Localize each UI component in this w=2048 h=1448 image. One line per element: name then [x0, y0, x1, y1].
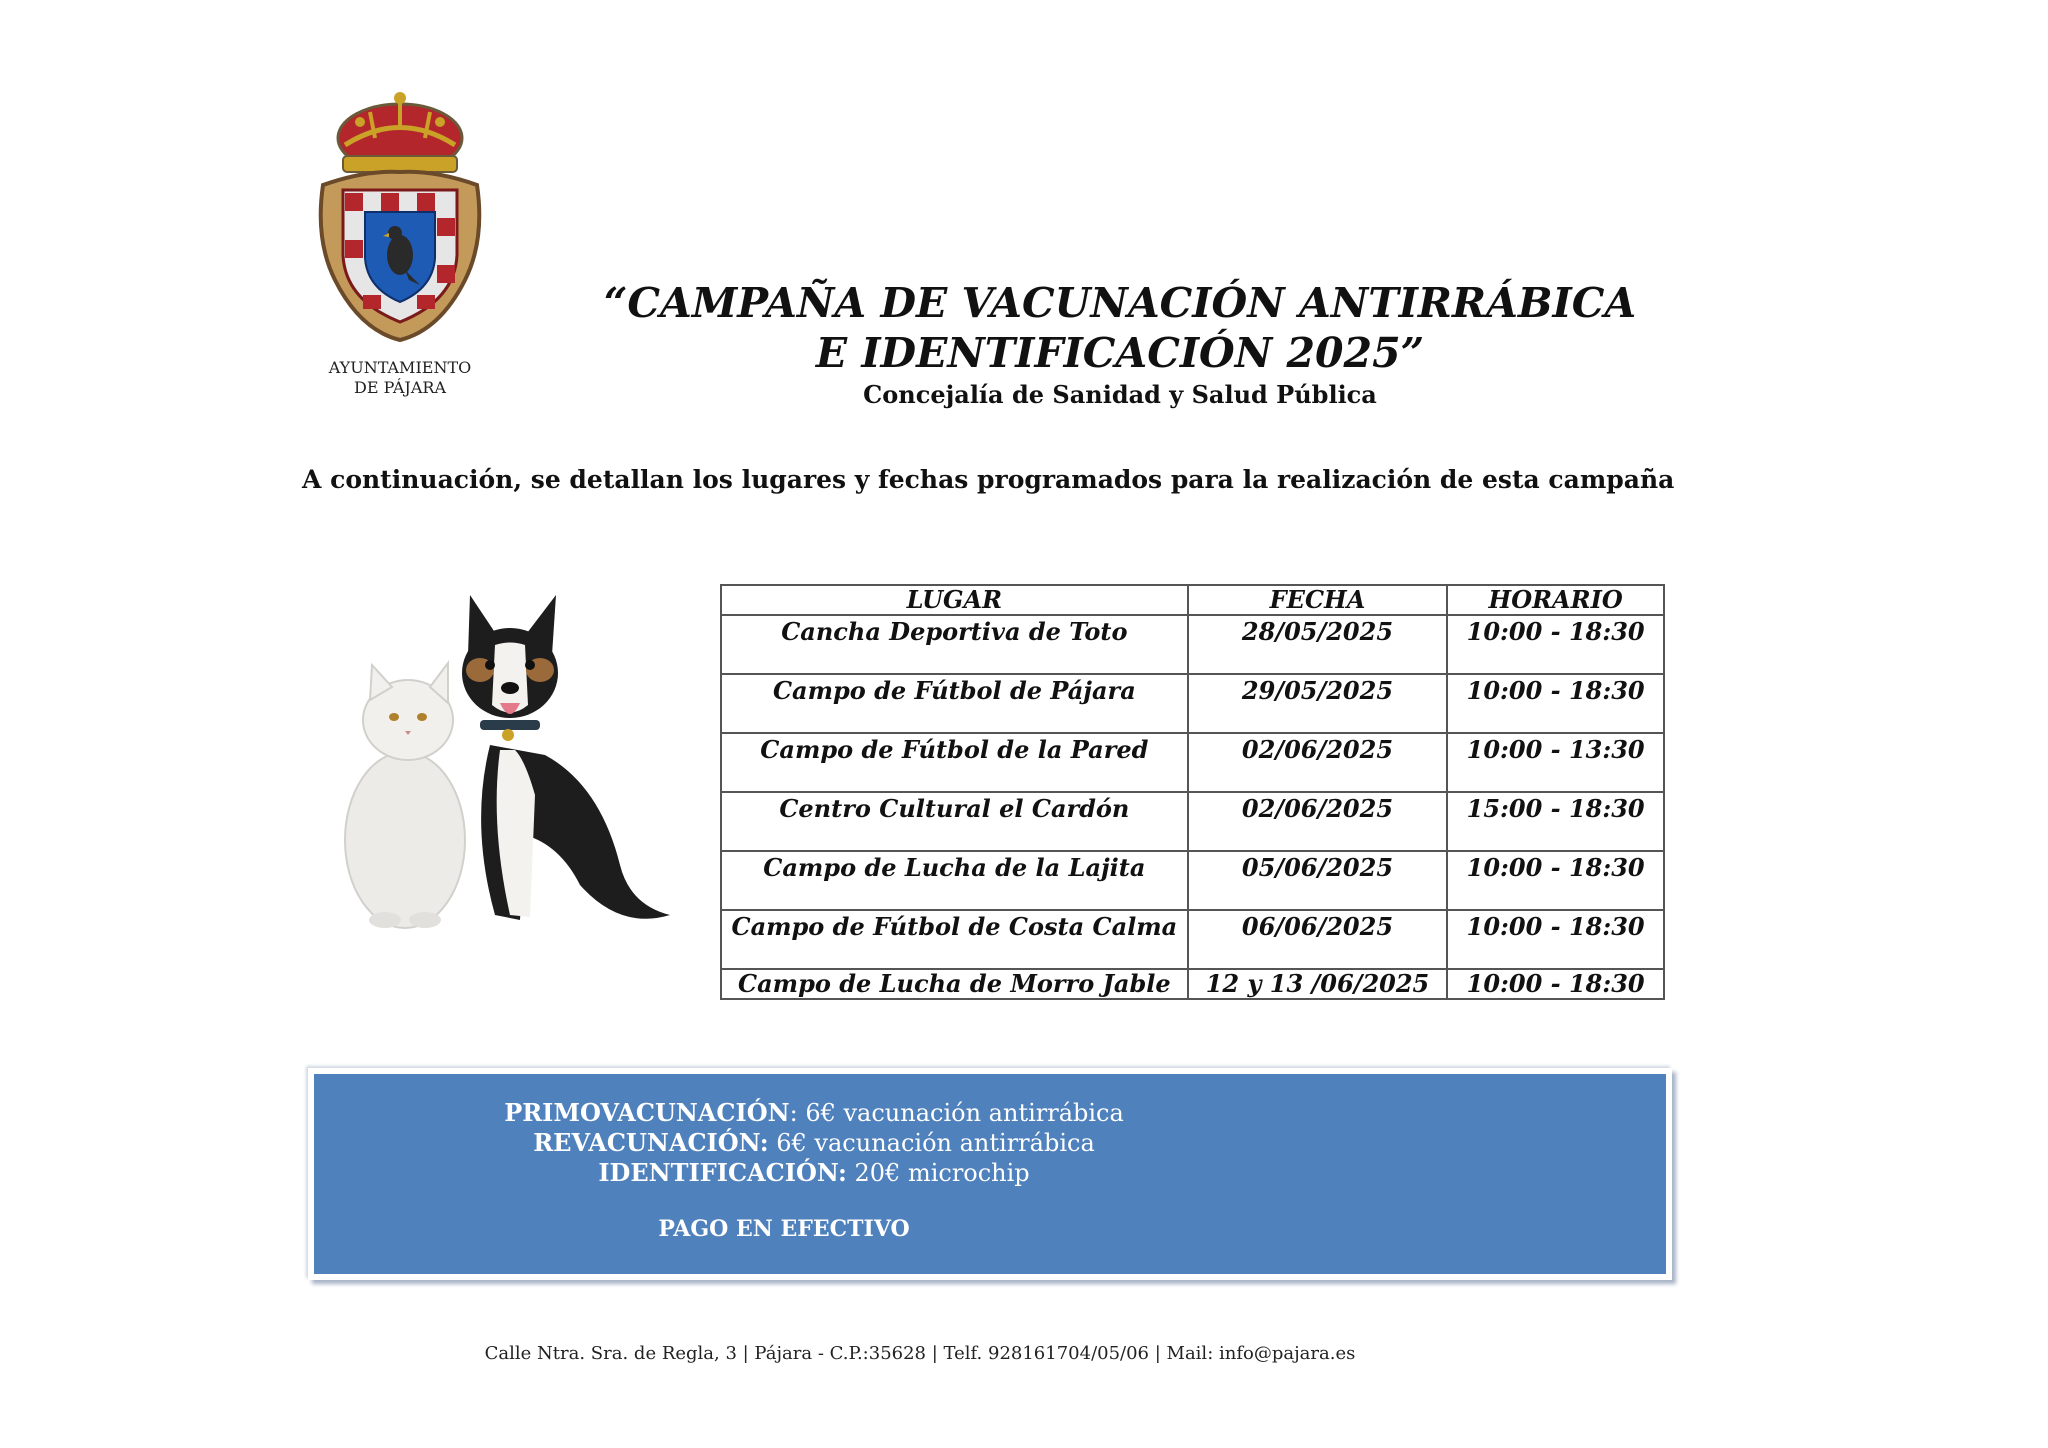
document-title: [540, 278, 1700, 378]
schedule-table: [720, 584, 1665, 1000]
coat-of-arms-icon: [305, 90, 495, 355]
cat-icon: [345, 663, 465, 928]
price-box: [308, 1068, 1672, 1280]
cell-lugar: Centro Cultural el Cardón: [721, 792, 1188, 851]
price-item-primovacunacion: [314, 1098, 1314, 1128]
column-header-fecha: FECHA: [1188, 585, 1448, 615]
cell-horario: 10:00 - 18:30: [1447, 851, 1664, 910]
price-value: 20€ microchip: [854, 1159, 1030, 1187]
cell-fecha: 28/05/2025: [1188, 615, 1448, 674]
cell-fecha: 02/06/2025: [1188, 733, 1448, 792]
table-row: [721, 851, 1664, 910]
price-value: 6€ vacunación antirrábica: [805, 1099, 1124, 1127]
cell-horario: 10:00 - 18:30: [1447, 910, 1664, 969]
price-label: REVACUNACIÓN:: [533, 1128, 769, 1157]
cell-lugar: Campo de Fútbol de Costa Calma: [721, 910, 1188, 969]
municipal-logo: [300, 90, 510, 400]
column-header-horario: HORARIO: [1447, 585, 1664, 615]
price-item-revacunacion: [314, 1128, 1314, 1158]
logo-caption-line2: DE PÁJARA: [353, 378, 446, 397]
cell-fecha: 12 y 13 /06/2025: [1188, 969, 1448, 999]
cell-horario: 10:00 - 18:30: [1447, 615, 1664, 674]
table-row: [721, 910, 1664, 969]
cell-horario: 10:00 - 18:30: [1447, 674, 1664, 733]
cell-fecha: 05/06/2025: [1188, 851, 1448, 910]
logo-caption: [300, 358, 500, 398]
price-separator: :: [789, 1099, 806, 1127]
dog-icon: [462, 595, 670, 920]
price-label: PRIMOVACUNACIÓN: [504, 1098, 790, 1127]
footer-contact: Calle Ntra. Sra. de Regla, 3 | Pájara - C.P.:35628 | Telf. 928161704/05/06 | Mail: info@pajara.es: [484, 1343, 1356, 1364]
table-row: [721, 674, 1664, 733]
logo-caption-line1: AYUNTAMIENTO: [328, 358, 472, 377]
title-line-2: E IDENTIFICACIÓN 2025”: [815, 329, 1425, 377]
cell-fecha: 06/06/2025: [1188, 910, 1448, 969]
cell-horario: 15:00 - 18:30: [1447, 792, 1664, 851]
price-label: IDENTIFICACIÓN:: [598, 1158, 847, 1187]
cell-horario: 10:00 - 18:30: [1447, 969, 1664, 999]
pets-illustration: [330, 585, 690, 945]
cell-lugar: Campo de Lucha de Morro Jable: [721, 969, 1188, 999]
price-item-identificacion: [314, 1158, 1314, 1188]
price-list: [314, 1098, 1314, 1188]
cell-lugar: Campo de Lucha de la Lajita: [721, 851, 1188, 910]
cat-and-dog-icon: [330, 585, 690, 945]
cell-fecha: 02/06/2025: [1188, 792, 1448, 851]
title-line-1: “CAMPAÑA DE VACUNACIÓN ANTIRRÁBICA: [603, 279, 1637, 327]
column-header-lugar: LUGAR: [721, 585, 1188, 615]
price-separator: [847, 1159, 855, 1187]
document-subtitle: Concejalía de Sanidad y Salud Pública: [863, 380, 1377, 409]
table-row: [721, 733, 1664, 792]
cell-lugar: Campo de Fútbol de la Pared: [721, 733, 1188, 792]
cell-lugar: Campo de Fútbol de Pájara: [721, 674, 1188, 733]
table-row: [721, 792, 1664, 851]
table-header-row: [721, 585, 1664, 615]
intro-paragraph: A continuación, se detallan los lugares y fechas programados para la realización de esta campaña: [302, 465, 1675, 494]
cell-fecha: 29/05/2025: [1188, 674, 1448, 733]
payment-method: PAGO EN EFECTIVO: [658, 1216, 910, 1242]
cell-lugar: Cancha Deportiva de Toto: [721, 615, 1188, 674]
cell-horario: 10:00 - 13:30: [1447, 733, 1664, 792]
table-row: [721, 615, 1664, 674]
table-row: [721, 969, 1664, 999]
price-value: 6€ vacunación antirrábica: [776, 1129, 1095, 1157]
